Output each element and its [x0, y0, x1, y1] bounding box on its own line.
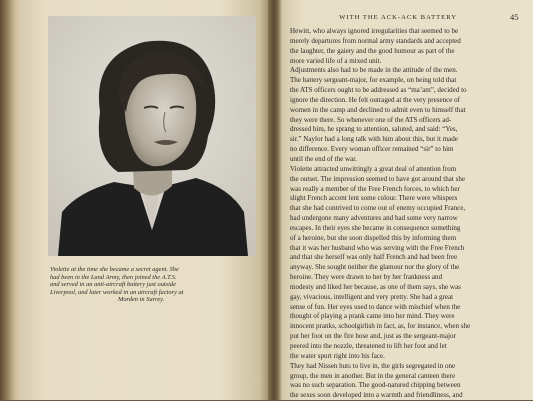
text-line: merely departures from normal army standards and accepted [290, 36, 461, 45]
text-line: anyway. She sought neither the glamour nor the glory of the [290, 263, 460, 272]
text-line: innocent pranks, schoolgirlish in fact, as, for instance, when she [290, 322, 471, 331]
caption-line: and served in an anti-aircraft battery just outside [50, 281, 176, 289]
text-line: The battery sergeant-major, for example, on being told that [290, 76, 457, 85]
text-line: heroine. They were drawn to her by her frankness and [290, 273, 443, 282]
text-line: women in the camp and declined to admit even to himself that [290, 105, 466, 114]
text-line: more varied life of a mixed unit. [290, 56, 382, 65]
text-line: Adjustments also had to be made in the attitude of the men. [290, 66, 458, 75]
caption-line: Morden in Surrey. [118, 296, 165, 304]
text-line: modesty and liked her because, as one of them says, she was [290, 282, 461, 291]
text-line: the water spurt right into his face. [290, 351, 385, 360]
text-line: peered into the nozzle, threatened to lift her foot and let [290, 342, 447, 350]
photo-caption [50, 266, 255, 304]
portrait-photo [48, 16, 256, 256]
text-line: the outset. The impression seemed to have got around that she [290, 174, 466, 183]
running-head: WITH THE ACK-ACK BATTERY [339, 14, 457, 21]
text-line: group, the men in another. But in the general canteen there [290, 371, 456, 380]
text-line: They had Nissen huts to live in, the girls segregated in one [290, 361, 456, 370]
book-gutter [268, 0, 282, 400]
text-line: dressed him, he sprang to attention, saluted, and said: “Yes, [290, 125, 458, 134]
text-line: that it was her husband who was serving with the Free French [290, 243, 465, 252]
text-line: no difference. Every woman officer remained “sir” to him [290, 145, 454, 154]
portrait-illustration [48, 16, 256, 256]
body-text [290, 27, 528, 401]
page-number: 45 [510, 12, 519, 22]
text-line: was no such separation. The good-natured chipping between [290, 381, 461, 390]
text-line: put her foot on the fire hose and, just as the sergeant-major [290, 332, 456, 341]
text-line: the laughter, the gaiety and the good humour as part of the [290, 46, 455, 55]
text-line: sir.” Naylor had a long talk with him about this, but it made [290, 135, 458, 144]
text-line: Hewitt, who always ignored irregularities that seemed to be [290, 27, 459, 35]
text-line: the sexes soon developed into a warmth and friendliness, and [290, 391, 463, 400]
text-line: slight French accent lent some colour. There were whispers [290, 194, 458, 203]
text-line: had undergone many adventures and had some very narrow [290, 214, 458, 223]
text-line: was really a member of the Free French forces, to which her [290, 184, 460, 193]
caption-line: Violette at the time she became a secret agent. She [50, 266, 179, 273]
text-line: sense of fun. Her eyes used to dance with mischief when the [290, 302, 461, 311]
text-line: and that she herself was only half French and had been free [290, 253, 458, 262]
caption-line: had been in the Land Army, then joined the A.T.S. [50, 273, 177, 281]
text-line: until the end of the war. [290, 154, 357, 163]
text-line: of a heroine, but she soon dispelled this by informing them [290, 233, 457, 242]
caption-line: Liverpool, and later worked in an aircraft factory at [50, 288, 184, 296]
text-line: Violette attracted unwittingly a great deal of attention from [290, 164, 457, 173]
text-line: thought of playing a prank came into her mind. They were [290, 312, 455, 321]
text-line: that she had contrived to come out of enemy occupied France, [290, 204, 466, 213]
text-line: the ATS officers ought to be addressed as “ma’am”, decided to [290, 86, 467, 95]
text-line: gay, vivacious, intelligent and very pretty. She had a great [290, 292, 454, 301]
text-line: ignore the direction. He felt outraged at the very presence of [290, 95, 461, 104]
text-line: escapes. In their eyes she became in consequence something [290, 223, 461, 232]
text-line: they were there. So whenever one of the ATS officers ad- [290, 115, 452, 124]
